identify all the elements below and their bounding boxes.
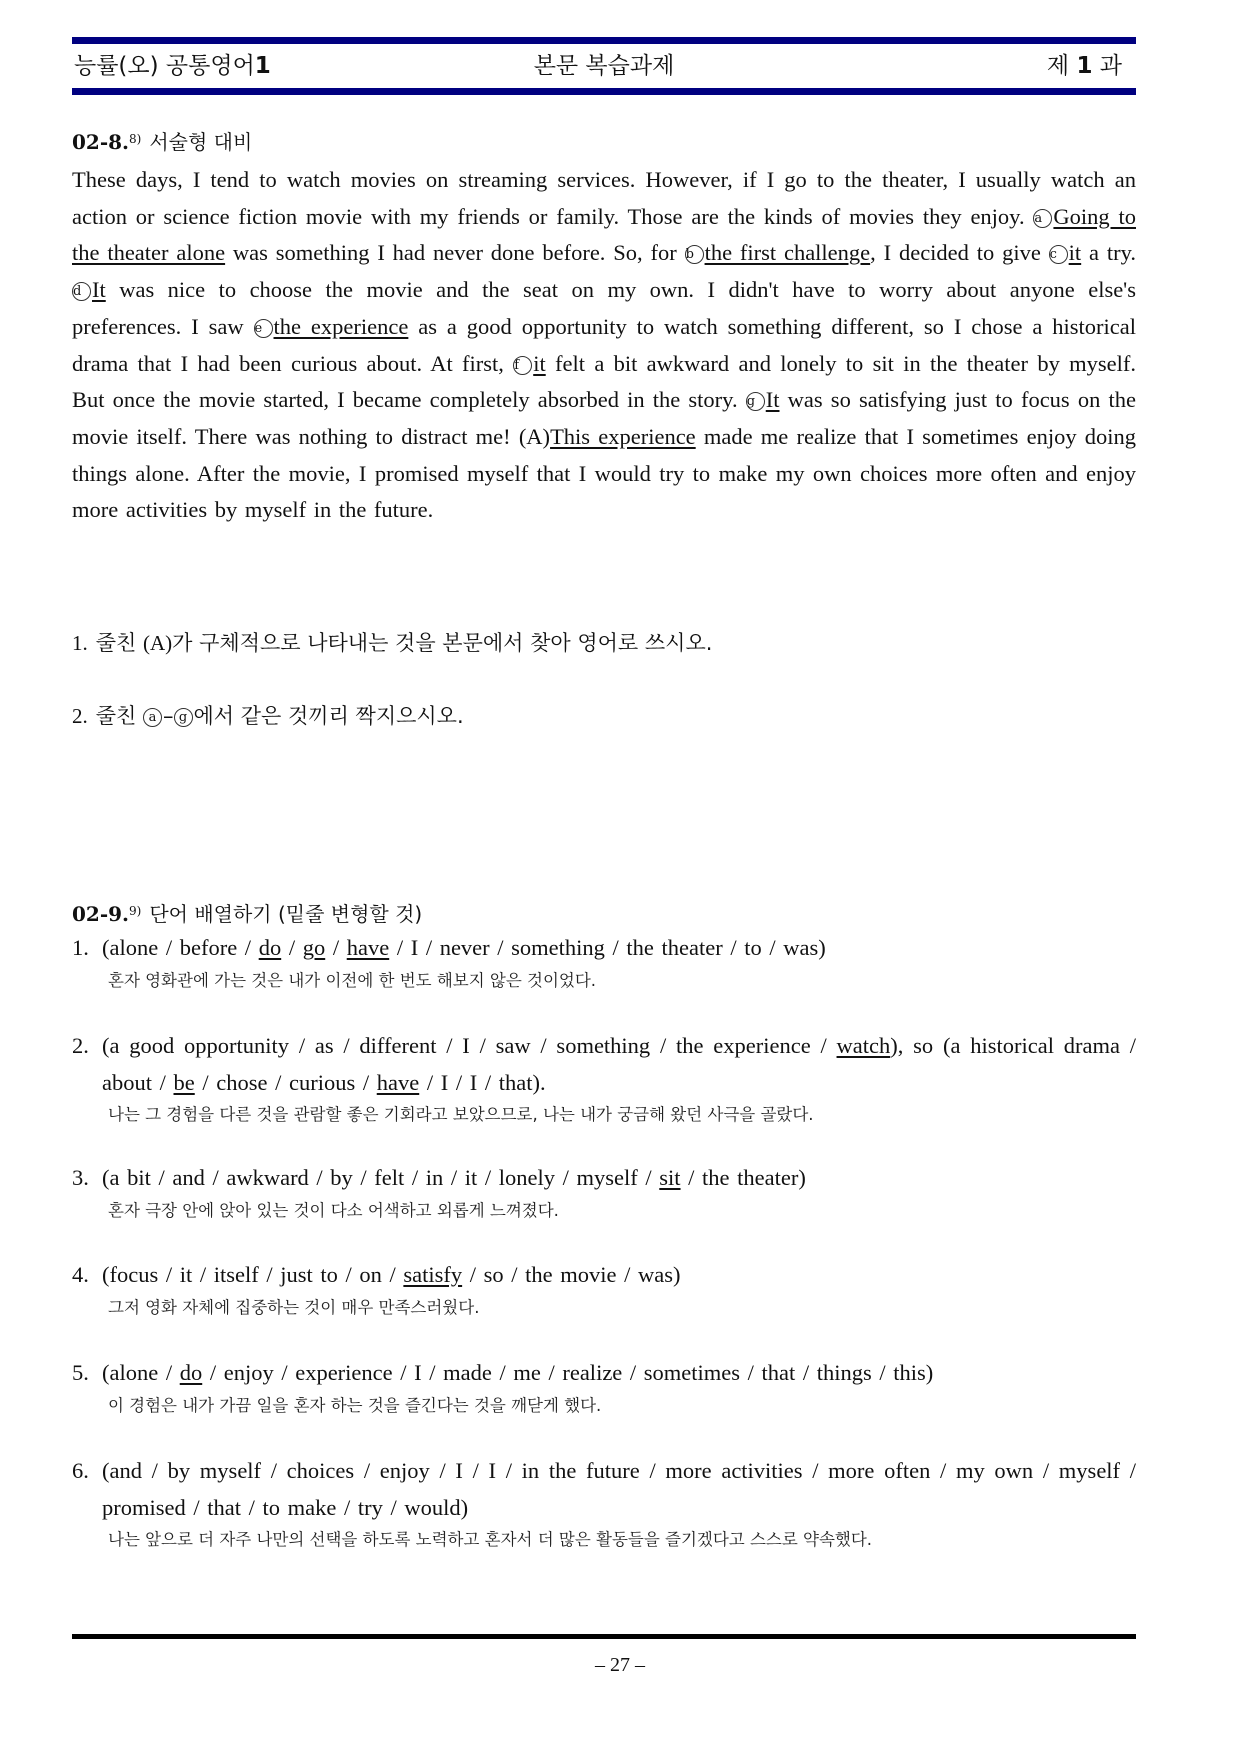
underlined-phrase: sit bbox=[659, 1165, 681, 1190]
word-list bbox=[72, 930, 1136, 967]
underlined-phrase: watch bbox=[836, 1033, 891, 1058]
text-run: was nice to choose the movie and the seat on my own. I didn't have to worry about anyone else's preferences. I saw bbox=[72, 277, 1136, 339]
item-number: 5. bbox=[72, 1360, 89, 1385]
arrange-item-1 bbox=[72, 930, 1136, 995]
header-bottom-bar bbox=[72, 88, 1136, 95]
text-run: / bbox=[325, 935, 347, 960]
word-list-text bbox=[102, 1360, 933, 1385]
text-run: / so / the movie / was) bbox=[462, 1262, 681, 1287]
underlined-phrase: It bbox=[92, 277, 106, 303]
text-run: (focus / it / itself / just to / on / bbox=[102, 1262, 404, 1287]
text-run: , I decided to give bbox=[870, 240, 1049, 266]
circled-marker-a: a bbox=[1033, 209, 1052, 228]
underlined-phrase: have bbox=[346, 935, 390, 960]
worksheet-title: 본문 복습과제 bbox=[533, 53, 675, 79]
text-run: (a good opportunity / as / different / I / saw / something / the experience / bbox=[102, 1033, 837, 1058]
word-list-text bbox=[102, 1033, 1136, 1095]
circled-marker-g: g bbox=[174, 708, 193, 727]
korean-translation: 나는 앞으로 더 자주 나만의 선택을 하도록 노력하고 혼자서 더 많은 활동들을 즐기겠다고 스스로 약속했다. bbox=[108, 1530, 873, 1549]
text-run: (alone / bbox=[102, 1360, 180, 1385]
underlined-phrase: Going to the theater alone bbox=[72, 203, 1136, 266]
text-run: (a bit / and / awkward / by / felt / in / it / lonely / myself / bbox=[102, 1165, 660, 1190]
text-run: ), so (a historical drama / about / bbox=[102, 1033, 1136, 1095]
text-run: / enjoy / experience / I / made / me / realize / sometimes / that / things / this) bbox=[202, 1360, 934, 1385]
arrange-item-2 bbox=[72, 1028, 1136, 1129]
lesson-prefix: 제 bbox=[1046, 53, 1070, 79]
section-heading-02-8 bbox=[72, 125, 252, 157]
lesson-label bbox=[1047, 48, 1122, 84]
item-number: 1. bbox=[72, 935, 89, 960]
question-number: 2. bbox=[72, 704, 88, 728]
underlined-phrase: the first challenge bbox=[704, 240, 871, 266]
underlined-phrase: have bbox=[376, 1069, 420, 1095]
lesson-suffix: 과 bbox=[1099, 53, 1122, 79]
text-run: was something I had never done before. So, for bbox=[225, 240, 685, 266]
question-text-part: 에서 같은 것끼리 짝지으시오. bbox=[193, 704, 464, 728]
circled-marker-a: a bbox=[143, 708, 162, 727]
word-list bbox=[72, 1028, 1136, 1101]
question-number: 1. bbox=[72, 631, 88, 655]
lesson-number: 1 bbox=[1076, 53, 1093, 79]
underlined-phrase: go bbox=[302, 935, 326, 960]
underlined-phrase: It bbox=[765, 387, 780, 413]
passage-label-A: (A) bbox=[143, 631, 173, 655]
arrange-item-3 bbox=[72, 1160, 1136, 1225]
arrange-item-4 bbox=[72, 1257, 1136, 1322]
item-number: 6. bbox=[72, 1458, 89, 1483]
korean-translation: 이 경험은 내가 가끔 일을 혼자 하는 것을 즐긴다는 것을 깨닫게 했다. bbox=[108, 1395, 602, 1415]
word-list-text bbox=[102, 1458, 1136, 1520]
text-run: felt a bit awkward and lonely to sit in the theater by myself. But once the movie started, I became completely absorbed in the story. bbox=[72, 350, 1136, 413]
word-list-text bbox=[102, 1262, 680, 1287]
word-list bbox=[72, 1257, 1136, 1294]
page-header bbox=[72, 48, 1136, 84]
page-number: – 27 – bbox=[595, 1654, 645, 1676]
section-number: 02-8. bbox=[72, 130, 130, 154]
underlined-phrase: This experience bbox=[550, 423, 696, 449]
question-text bbox=[96, 704, 464, 728]
circled-marker-d: d bbox=[72, 282, 91, 301]
circled-marker-g: g bbox=[746, 392, 765, 411]
text-run: as a good opportunity to watch something different, so I chose a historical drama that I had been curious about. At first, bbox=[72, 313, 1136, 376]
reading-passage bbox=[72, 162, 1136, 529]
word-list-text bbox=[102, 935, 826, 960]
text-run: / the theater) bbox=[680, 1165, 806, 1190]
korean-translation: 그저 영화 자체에 집중하는 것이 매우 만족스러웠다. bbox=[108, 1297, 480, 1317]
question-2 bbox=[72, 701, 464, 731]
question-text-part: 줄친 bbox=[95, 631, 143, 655]
text-run: These days, I tend to watch movies on streaming services. However, if I go to the theater, I usually watch an action or science fiction movie with my friends or family. Those are the kinds of movies they enjoy. bbox=[72, 167, 1136, 229]
word-list bbox=[72, 1355, 1136, 1392]
text-run: / bbox=[281, 935, 303, 960]
section-number: 02-9. bbox=[72, 902, 130, 926]
section-title: 단어 배열하기 (밑줄 변형할 것) bbox=[149, 902, 423, 926]
item-number: 3. bbox=[72, 1165, 89, 1190]
circled-marker-e: e bbox=[254, 319, 273, 338]
text-run: a try. bbox=[1081, 240, 1136, 266]
underlined-phrase: it bbox=[533, 350, 546, 376]
footnote-marker: 8) bbox=[129, 132, 142, 146]
word-list bbox=[72, 1453, 1136, 1526]
underlined-phrase: satisfy bbox=[403, 1262, 463, 1287]
underlined-phrase: do bbox=[179, 1360, 203, 1385]
question-1 bbox=[72, 628, 712, 658]
question-text-part: 줄친 bbox=[95, 704, 143, 728]
underlined-phrase: do bbox=[258, 935, 282, 960]
word-list-text bbox=[102, 1165, 806, 1190]
item-number: 4. bbox=[72, 1262, 89, 1287]
question-text bbox=[96, 631, 713, 655]
circled-marker-f: f bbox=[513, 356, 532, 375]
korean-translation: 혼자 영화관에 가는 것은 내가 이전에 한 번도 해보지 않은 것이었다. bbox=[108, 970, 597, 990]
text-run: / I / never / something / the theater / to / was) bbox=[389, 935, 826, 960]
text-run: (alone / before / bbox=[102, 935, 259, 960]
korean-translation: 나는 그 경험을 다른 것을 관람할 좋은 기회라고 보았으므로, 나는 내가 궁금해 왔던 사극을 골랐다. bbox=[108, 1105, 814, 1124]
item-number: 2. bbox=[72, 1033, 89, 1058]
footnote-marker: 9) bbox=[129, 904, 142, 918]
range-dash: – bbox=[163, 704, 174, 728]
circled-marker-b: b bbox=[685, 245, 704, 264]
text-run: made me realize that I sometimes enjoy doing things alone. After the movie, I promised myself that I would try to make my own choices more often and enjoy more activities by myself in the future. bbox=[72, 423, 1137, 523]
section-heading-02-9 bbox=[72, 897, 422, 929]
footer-rule bbox=[72, 1634, 1136, 1639]
section-title: 서술형 대비 bbox=[149, 130, 253, 154]
header-top-bar bbox=[72, 37, 1136, 44]
underlined-phrase: be bbox=[173, 1069, 195, 1095]
textbook-level: 1 bbox=[254, 53, 271, 79]
circled-marker-c: c bbox=[1049, 245, 1068, 264]
korean-translation: 혼자 극장 안에 앉아 있는 것이 다소 어색하고 외롭게 느껴졌다. bbox=[108, 1200, 559, 1220]
underlined-phrase: the experience bbox=[273, 313, 409, 339]
text-run: / chose / curious / bbox=[194, 1069, 377, 1095]
arrange-item-5 bbox=[72, 1355, 1136, 1420]
text-run: (and / by myself / choices / enjoy / I / I / in the future / more activities / more often / my own / myself / promised / that / to make / try / would) bbox=[102, 1458, 1136, 1520]
text-run: / I / I / that). bbox=[419, 1069, 546, 1095]
word-list bbox=[72, 1160, 1136, 1197]
question-text-part: 가 구체적으로 나타내는 것을 본문에서 찾아 영어로 쓰시오. bbox=[172, 631, 713, 655]
text-run: was so satisfying just to focus on the movie itself. There was nothing to distract me! (A) bbox=[72, 387, 1136, 449]
textbook-name: 능률(오) 공통영어 bbox=[74, 53, 255, 79]
arrange-item-6 bbox=[72, 1453, 1136, 1554]
underlined-phrase: it bbox=[1068, 240, 1082, 266]
